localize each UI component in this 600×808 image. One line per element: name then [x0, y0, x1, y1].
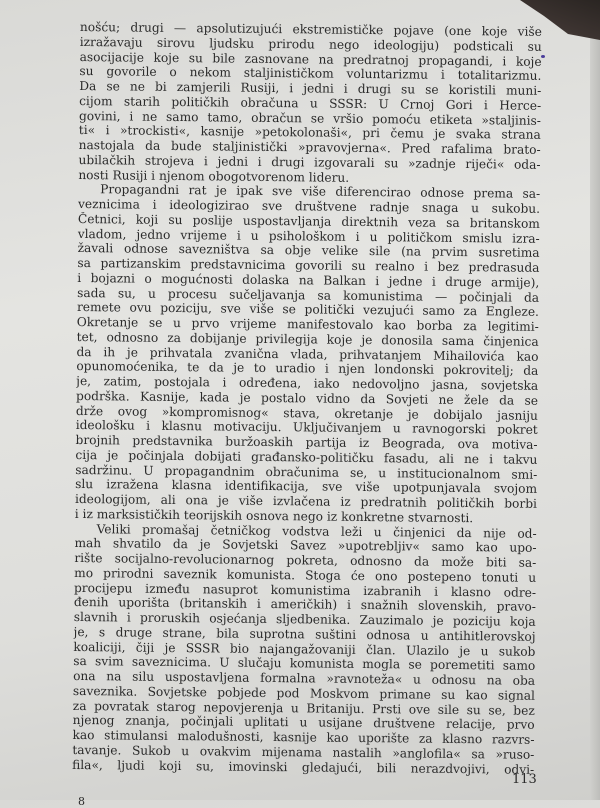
text-line: je, s druge strane, bila suprotna suštini odnosa u antihitlerovskoj [73, 624, 536, 644]
text-line: Veliki promašaj četničkog vodstva leži u činjenici da nije od- [96, 521, 537, 541]
text-line: asocijacije koje su bile zasnovane na predratnoj propagandi, i koje [79, 49, 542, 69]
text-line: koaliciji, čiji je SSSR bio najangažovaniji član. Ulazilo je u sukob [73, 639, 536, 659]
text-line: ideologijom, ali ona je više izvlačena iz predratnih političkih borbi [74, 491, 538, 511]
text-line: rište socijalno-revolucionarnog pokreta, odnosno da može biti sa- [74, 550, 537, 570]
text-line: za povratak starog nepovjerenja u Britaniju. Prsti ove sile su se, bez [72, 698, 535, 718]
text-line: kao stimulansi malodušnosti, kasnije kao uporište za klasno razvrs- [72, 727, 535, 747]
text-line: ideološku i klasnu motivaciju. Uključivanjem u ravnogorski pokret [75, 418, 538, 438]
text-line: i iz marksističkih teorijskih osnova nego iz konkretne stvarnosti. [74, 506, 474, 525]
text-line: sa svim saveznicima. U slučaju komunista mogla se poremetiti samo [73, 654, 536, 674]
text-line: podrška. Kasnije, kada je postalo vidno da Sovjeti ne žele da se [75, 388, 539, 408]
text-line: đenih uporišta (britanskih i američkih) i snažnih slovenskih, pravo- [73, 595, 536, 615]
text-line: Četnici, koji su poslije uspostavljanja direktnih veza sa britanskom [77, 211, 540, 231]
text-line: procijepu između nasuprot komunistima izabranih i klasno odre- [73, 580, 537, 600]
text-line: Propagandni rat je ipak sve više diferencirao odnose prema sa- [100, 182, 541, 202]
text-line: opunomoćenika, te da je to uradio i njen londonski pokrovitelj; da [76, 359, 539, 379]
text-line: Okretanje se u prvo vrijeme manifestovalo kao borba za legitimi- [76, 314, 539, 334]
text-line: da ih je prihvatala zvanična vlada, prihvatanjem Mihailovića kao [76, 344, 539, 364]
text-line: govini, i ne samo tamo, obračun se vršio pomoću etiketa »staljinis- [78, 108, 542, 128]
text-line: su govorile o nekom staljinističkom voluntarizmu i totalitarizmu. [79, 64, 542, 84]
text-line: vladom, jedno vrijeme i u psihološkom i u političkom smislu izra- [77, 226, 540, 246]
text-line: nošću; drugi — apsolutizujući ekstremističke pojave (one koje više [79, 20, 542, 39]
text-line: ti« i »trockisti«, kasnije »petokolonaši«, pri čemu je svaka strana [78, 123, 541, 143]
text-line: mo prirodni saveznik komunista. Stoga će ono postepeno tonuti u [74, 565, 537, 585]
text-line: izražavaju sirovu ljudsku prirodu nego ideologiju) podsticali su [79, 34, 542, 54]
text-line: tet, odnosno za dobijanje privilegija koje je donosila sama činjenica [76, 329, 539, 349]
text-line: remete ovu poziciju, sve više se politički vezujući samo za Engleze. [76, 300, 540, 320]
text-line: i bojazni o mogućnosti dolaska na Balkan i jedne i druge armije), [77, 270, 540, 290]
text-line: mah shvatilo da je Sovjetski Savez »upotrebljiv« samo kao upo- [74, 536, 537, 556]
text-line: Da se ne bi zamjerili Rusiji, i jedni i drugi su se koristili muni- [79, 78, 542, 98]
text-line: slavnih i proruskih osjećanja sljedbenika. Zauzimalo je poziciju koja [73, 609, 536, 629]
text-line: brojnih predstavnika buržoaskih partija iz Beograda, ova motiva- [75, 432, 538, 452]
text-line: veznicima i ideologizirao sve društvene radnje snaga u sukobu. [77, 196, 541, 216]
text-line: sada su, u procesu sučeljavanja sa komunistima — počinjali da [77, 285, 540, 305]
text-line: sa partizanskim predstavnicima govorili su realno i bez predrasuda [77, 255, 540, 275]
text-line: sadržinu. U propagandnim obračunima se, u institucionalnom smi- [75, 462, 538, 482]
text-line: cijom starih političkih obračuna u SSSR: U Crnoj Gori i Herce- [79, 93, 542, 113]
text-line: drže ovog »kompromisnog« stava, okretanje je dobijalo jasniju [75, 403, 538, 423]
page-number: 113 [512, 772, 537, 787]
text-line: fila«, ljudi koji su, imovinski gledajući, bili nerazdvojivi, odvi- [72, 757, 535, 777]
text-line: je, zatim, postojala i određena, iako nedovoljno jasna, sovjetska [76, 373, 539, 393]
text-line: nastojala da bude staljinistički »pravovjerna«. Pred rafalima brato- [78, 137, 541, 157]
signature-mark: 8 [78, 795, 85, 808]
text-line: njenog znanja, počinjali uplitati u usijane društvene relacije, prvo [72, 713, 535, 733]
text-line: ubilačkih strojeva i jedni i drugi izgovarali su »zadnje riječi« oda- [78, 152, 541, 172]
page-edge [590, 0, 600, 800]
text-line: saveznika. Sovjetske pobjede pod Moskvom primane su kao signal [72, 683, 536, 703]
text-line: nosti Rusiji i njenom obogotvorenom lideru. [78, 167, 350, 185]
text-line: žavali odnose savezništva sa obje velike sile (na prvim susretima [77, 241, 540, 261]
body-text [72, 20, 542, 777]
text-line: tavanje. Sukob u ovakvim mijenama nastalih »anglofila« sa »ruso- [72, 742, 535, 762]
text-line: ona na silu uspostavljena formalna »ravnoteža« u odnosu na oba [73, 668, 536, 688]
text-line: cija je počinjala dobijati građansko-političku fasadu, ali ne i takvu [75, 447, 538, 467]
text-line: slu izražena klasna identifikacija, sve više upotpunjavala svojom [75, 477, 538, 497]
